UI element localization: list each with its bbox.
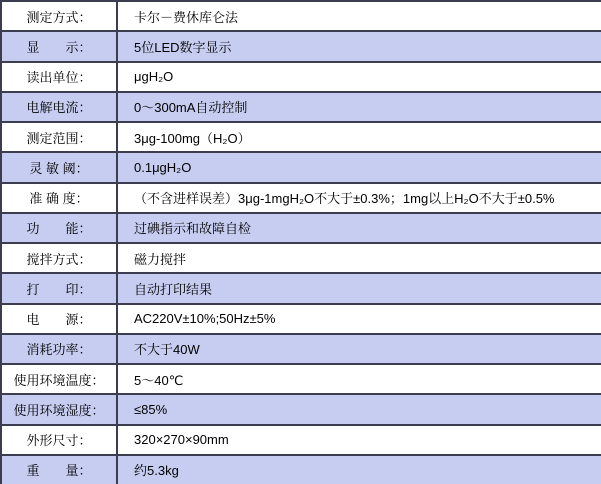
table-row — [1, 425, 601, 455]
spec-label: 测定范围： — [1, 122, 117, 152]
spec-label: 使用环境湿度： — [1, 394, 117, 424]
spec-value: 卡尔－费休库仑法 — [117, 1, 601, 31]
spec-value: 磁力搅拌 — [117, 243, 601, 273]
spec-value: 0～300mA自动控制 — [117, 92, 601, 122]
spec-value: 不大于40W — [117, 334, 601, 364]
table-row — [1, 183, 601, 213]
spec-value: 过碘指示和故障自检 — [117, 213, 601, 243]
table-row — [1, 122, 601, 152]
table-row — [1, 455, 601, 484]
spec-label: 外形尺寸： — [1, 425, 117, 455]
spec-value: ≤85% — [117, 394, 601, 424]
table-row — [1, 213, 601, 243]
table-row — [1, 62, 601, 92]
spec-label: 功 能： — [1, 213, 117, 243]
spec-label: 重 量： — [1, 455, 117, 484]
spec-label: 搅拌方式： — [1, 243, 117, 273]
spec-label: 测定方式： — [1, 1, 117, 31]
spec-value: μgH₂O — [117, 62, 601, 92]
spec-label: 电解电流： — [1, 92, 117, 122]
table-row — [1, 92, 601, 122]
spec-label: 灵 敏 阈： — [1, 152, 117, 182]
spec-value: 5～40℃ — [117, 364, 601, 394]
spec-value: 自动打印结果 — [117, 273, 601, 303]
spec-label: 准 确 度： — [1, 183, 117, 213]
spec-label: 消耗功率： — [1, 334, 117, 364]
table-row — [1, 273, 601, 303]
spec-value: 320×270×90mm — [117, 425, 601, 455]
table-row — [1, 152, 601, 182]
spec-value: （不含进样误差）3μg-1mgH₂O不大于±0.3%；1mg以上H₂O不大于±0.5% — [117, 183, 601, 213]
spec-label: 使用环境温度： — [1, 364, 117, 394]
spec-value: AC220V±10%;50Hz±5% — [117, 304, 601, 334]
table-row — [1, 243, 601, 273]
table-row — [1, 1, 601, 31]
spec-label: 读出单位： — [1, 62, 117, 92]
table-row — [1, 334, 601, 364]
spec-label: 显 示： — [1, 31, 117, 61]
spec-value: 5位LED数字显示 — [117, 31, 601, 61]
spec-value: 约5.3kg — [117, 455, 601, 484]
spec-label: 电 源： — [1, 304, 117, 334]
spec-label: 打 印： — [1, 273, 117, 303]
table-row — [1, 304, 601, 334]
table-row — [1, 31, 601, 61]
spec-value: 3μg-100mg（H₂O） — [117, 122, 601, 152]
spec-value: 0.1μgH₂O — [117, 152, 601, 182]
table-row — [1, 394, 601, 424]
table-row — [1, 364, 601, 394]
